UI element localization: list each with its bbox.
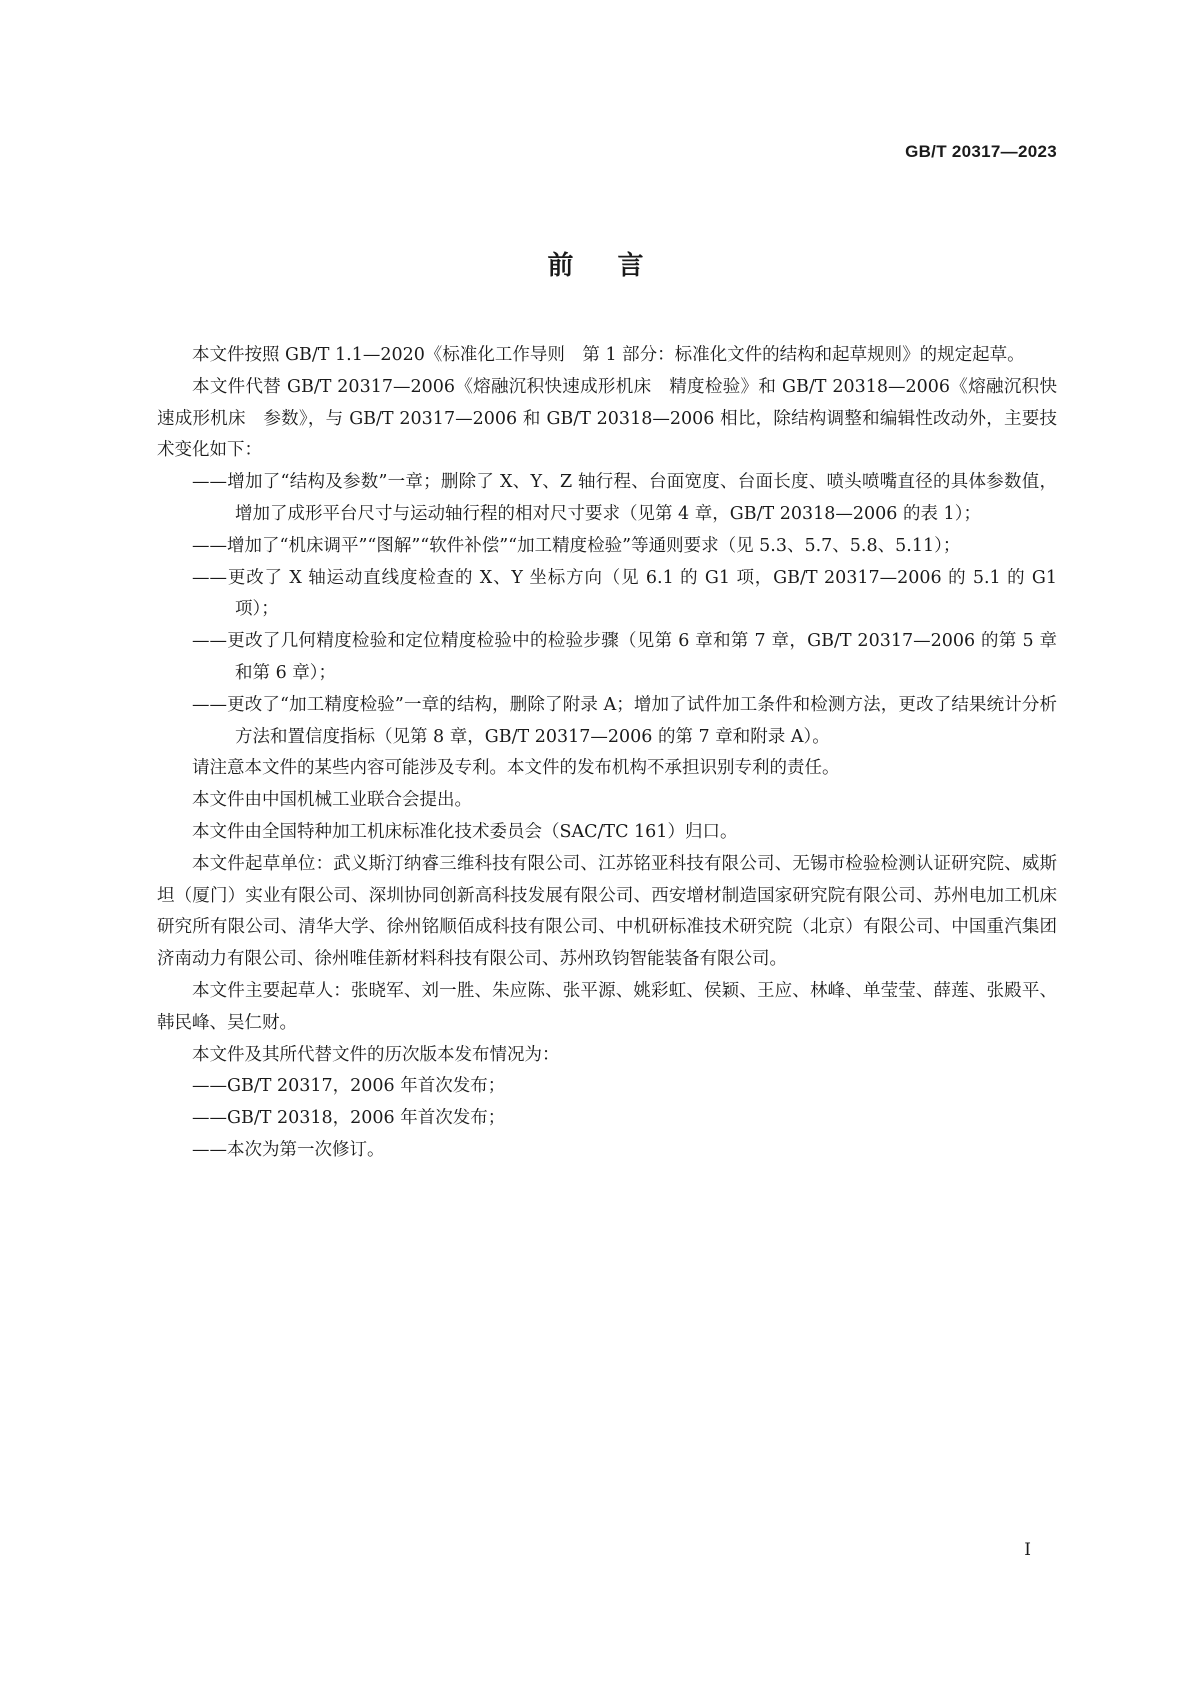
paragraph-proposer: 本文件由中国机械工业联合会提出。	[192, 790, 472, 811]
paragraph-history-intro: 本文件及其所代替文件的历次版本发布情况为：	[192, 1044, 560, 1065]
page-number: I	[1024, 1540, 1031, 1560]
history-item: ——GB/T 20317，2006 年首次发布；	[192, 1076, 506, 1097]
change-item: ——更改了 X 轴运动直线度检查的 X、Y 坐标方向（见 6.1 的 G1 项，GB/T 20317—2006 的 5.1 的 G1 项）；	[192, 567, 1057, 620]
paragraph-drafting-units: 本文件起草单位：武义斯汀纳睿三维科技有限公司、江苏铭亚科技有限公司、无锡市检验检测认证研究院、威斯坦（厦门）实业有限公司、深圳协同创新高科技发展有限公司、西安增材制造国家研究院有限公司、苏州电加工机床研究所有限公司、清华大学、徐州铭顺佰成科技有限公司、中机研标准技术研究院（北京）有限公司、中国重汽集团济南动力有限公司、徐州唯佳新材料科技有限公司、苏州玖钧智能装备有限公司。	[157, 853, 1057, 970]
change-item: ——更改了几何精度检验和定位精度检验中的检验步骤（见第 6 章和第 7 章，GB/T 20317—2006 的第 5 章和第 6 章）；	[192, 631, 1057, 683]
foreword-body	[157, 340, 1057, 1167]
paragraph-drafting-rules: 本文件按照 GB/T 1.1—2020《标准化工作导则 第 1 部分：标准化文件的结构和起草规则》的规定起草。	[192, 345, 1025, 365]
paragraph-patent-notice: 请注意本文件的某些内容可能涉及专利。本文件的发布机构不承担识别专利的责任。	[192, 758, 840, 779]
change-item: ——增加了“机床调平”“图解”“软件补偿”“加工精度检验”等通则要求（见 5.3、5.7、5.8、5.11）；	[192, 535, 961, 556]
paragraph-committee: 本文件由全国特种加工机床标准化技术委员会（SAC/TC 161）归口。	[192, 821, 738, 842]
change-item: ——更改了“加工精度检验”一章的结构，删除了附录 A；增加了试件加工条件和检测方法，更改了结果统计分析方法和置信度指标（见第 8 章，GB/T 20317—2006 的第 7 章和附录 A）。	[192, 694, 1057, 747]
paragraph-replacement: 本文件代替 GB/T 20317—2006《熔融沉积快速成形机床 精度检验》和 GB/T 20318—2006《熔融沉积快速成形机床 参数》，与 GB/T 20317—2006 和 GB/T 20318—2006 相比，除结构调整和编辑性改动外，主要技术变化如下：	[157, 376, 1057, 461]
document-number: GB/T 20317—2023	[905, 142, 1057, 161]
paragraph-drafters: 本文件主要起草人：张晓军、刘一胜、朱应陈、张平源、姚彩虹、侯颖、王应、林峰、单莹莹、薛莲、张殿平、韩民峰、吴仁财。	[157, 980, 1057, 1033]
history-item: ——GB/T 20318，2006 年首次发布；	[192, 1108, 506, 1129]
change-item: ——增加了“结构及参数”一章；删除了 X、Y、Z 轴行程、台面宽度、台面长度、喷头喷嘴直径的具体参数值，增加了成形平台尺寸与运动轴行程的相对尺寸要求（见第 4 章，GB/T 20318—2006 的表 1）；	[192, 472, 1057, 524]
page-title: 前言	[547, 251, 688, 281]
history-item: ——本次为第一次修订。	[192, 1139, 385, 1160]
